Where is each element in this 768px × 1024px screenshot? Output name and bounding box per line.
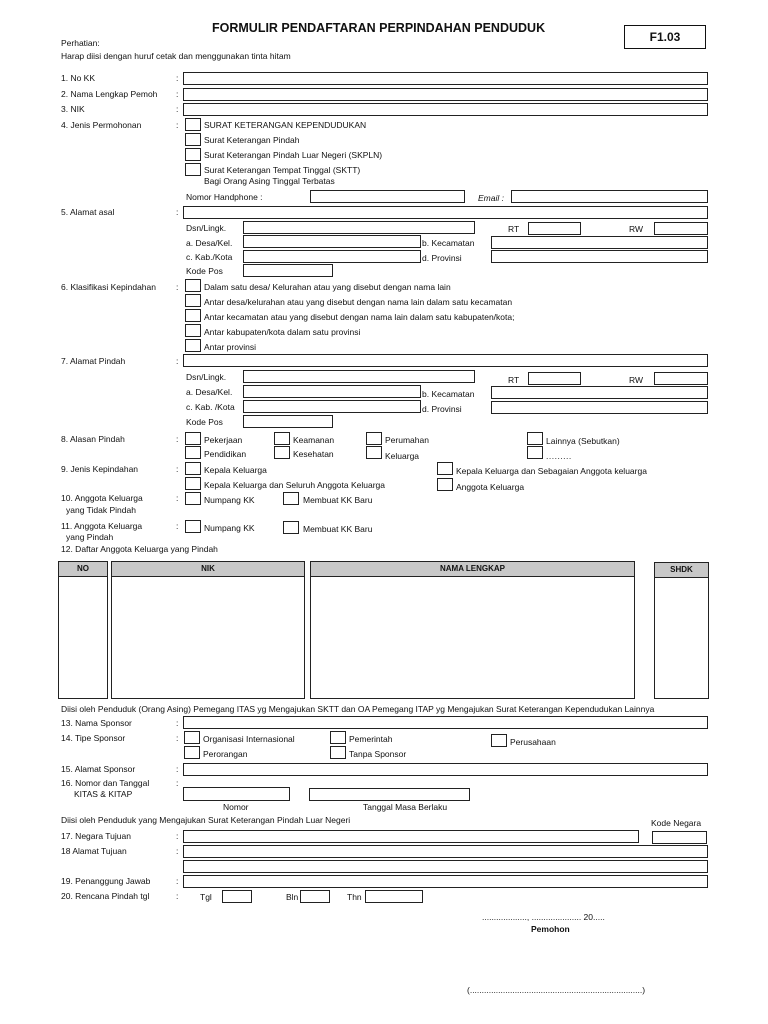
provinsi-pindah-input[interactable] <box>491 401 708 414</box>
opt-keamanan: Keamanan <box>293 435 335 445</box>
opt-tp-numpang: Numpang KK <box>204 495 255 505</box>
opt-keluarga: Keluarga <box>385 451 420 461</box>
label-desa: a. Desa/Kel. <box>186 238 233 248</box>
label-rt: RT <box>508 224 520 234</box>
opt-sktt-sub: Bagi Orang Asing Tinggal Terbatas <box>204 176 335 186</box>
colon: : <box>176 493 179 503</box>
table-col-no[interactable] <box>58 561 108 699</box>
checkbox-klas-5[interactable] <box>185 339 201 352</box>
checkbox-klas-2[interactable] <box>185 294 201 307</box>
thn-input[interactable] <box>365 890 423 903</box>
checkbox-klas-4[interactable] <box>185 324 201 337</box>
luar-negeri-intro: Diisi oleh Penduduk yang Mengajukan Surat Keterangan Pindah Luar Negeri <box>61 815 351 825</box>
form-title: FORMULIR PENDAFTARAN PERPINDAHAN PENDUDUK <box>212 21 546 35</box>
label-jenis-permohonan: 4. Jenis Permohonan <box>61 120 142 130</box>
table-header-nama: NAMA LENGKAP <box>311 562 634 577</box>
table-col-nik[interactable] <box>111 561 305 699</box>
checkbox-klas-1[interactable] <box>185 279 201 292</box>
label-thn: Thn <box>347 892 362 902</box>
opt-pekerjaan: Pekerjaan <box>204 435 243 445</box>
email-input[interactable] <box>511 190 708 203</box>
table-header-nik: NIK <box>112 562 304 577</box>
provinsi-input[interactable] <box>491 250 708 263</box>
colon: : <box>176 876 179 886</box>
opt-klas-2: Antar desa/kelurahan atau yang disebut dengan nama lain dalam satu kecamatan <box>204 297 513 307</box>
label-kitas-2: KITAS & KITAP <box>74 789 133 799</box>
label-tanggal: Tanggal Masa Berlaku <box>363 802 448 812</box>
desa-input[interactable] <box>243 235 421 248</box>
opt-perumahan: Perumahan <box>385 435 429 445</box>
colon: : <box>176 356 179 366</box>
label-nama: 2. Nama Lengkap Pemoh <box>61 89 158 99</box>
label-rt: RT <box>508 375 520 385</box>
opt-klas-3: Antar kecamatan atau yang disebut dengan nama lain dalam satu kabupaten/kota; <box>204 312 515 322</box>
opt-pemerintah: Pemerintah <box>349 734 393 744</box>
colon: : <box>176 764 179 774</box>
opt-tp-baru: Membuat KK Baru <box>303 495 373 505</box>
label-rw: RW <box>629 375 644 385</box>
checkbox-tp-baru[interactable] <box>283 492 299 505</box>
checkbox-tp-numpang[interactable] <box>185 492 201 505</box>
hp-input[interactable] <box>310 190 465 203</box>
colon: : <box>176 831 179 841</box>
label-alamat-tujuan: 18 Alamat Tujuan <box>61 846 127 856</box>
rt-pindah-input[interactable] <box>528 372 581 385</box>
colon: : <box>176 846 179 856</box>
label-anggota-pindah: 11. Anggota Keluarga <box>61 521 143 531</box>
kecamatan-input[interactable] <box>491 236 708 249</box>
label-nik: 3. NIK <box>61 104 85 114</box>
label-anggota-tidak-pindah: 10. Anggota Keluarga <box>61 493 143 503</box>
label-nama-sponsor: 13. Nama Sponsor <box>61 718 132 728</box>
label-email: Email : <box>478 193 504 203</box>
checkbox-skpln[interactable] <box>185 148 201 161</box>
opt-p-numpang: Numpang KK <box>204 523 255 533</box>
colon: : <box>176 891 179 901</box>
bln-input[interactable] <box>300 890 330 903</box>
label-kecamatan: b. Kecamatan <box>422 389 475 399</box>
alamat-pindah-input[interactable] <box>183 354 708 367</box>
opt-skp: Surat Keterangan Pindah <box>204 135 300 145</box>
checkbox-lainnya[interactable] <box>527 432 543 445</box>
rw-input[interactable] <box>654 222 708 235</box>
label-no-kk: 1. No KK <box>61 73 96 83</box>
checkbox-pemerintah[interactable] <box>330 731 346 744</box>
checkbox-keamanan[interactable] <box>274 432 290 445</box>
opt-perorangan: Perorangan <box>203 749 248 759</box>
label-kab: c. Kab./Kota <box>186 252 233 262</box>
label-kitas: 16. Nomor dan Tanggal <box>61 778 150 788</box>
label-kecamatan: b. Kecamatan <box>422 238 475 248</box>
kab-pindah-input[interactable] <box>243 400 421 413</box>
dsn-input[interactable] <box>243 221 475 234</box>
opt-kesehatan: Kesehatan <box>293 449 334 459</box>
negara-input[interactable] <box>183 830 639 843</box>
notice-label: Perhatian: <box>61 38 100 48</box>
tgl-input[interactable] <box>222 890 252 903</box>
label-dsn: Dsn/Lingk. <box>186 223 227 233</box>
colon: : <box>176 521 179 531</box>
opt-anggota: Anggota Keluarga <box>456 482 525 492</box>
nama-input[interactable] <box>183 88 708 101</box>
colon: : <box>176 120 179 130</box>
colon: : <box>176 778 179 788</box>
checkbox-p-numpang[interactable] <box>185 520 201 533</box>
label-kode-negara: Kode Negara <box>651 818 702 828</box>
checkbox-perusahaan[interactable] <box>491 734 507 747</box>
table-col-nama[interactable] <box>310 561 635 699</box>
label-alamat-pindah: 7. Alamat Pindah <box>61 356 126 366</box>
colon: : <box>176 464 179 474</box>
label-kab: c. Kab. /Kota <box>186 402 235 412</box>
label-tgl: Tgl <box>200 892 212 902</box>
checkbox-keluarga[interactable] <box>366 446 382 459</box>
colon: : <box>176 73 179 83</box>
rw-pindah-input[interactable] <box>654 372 708 385</box>
dsn-pindah-input[interactable] <box>243 370 475 383</box>
checkbox-p-baru[interactable] <box>283 521 299 534</box>
table-header-shdk: SHDK <box>655 563 708 578</box>
checkbox-kk-sebagian[interactable] <box>437 462 453 475</box>
opt-org: Organisasi Internasional <box>203 734 295 744</box>
opt-klas-5: Antar provinsi <box>204 342 256 352</box>
colon: : <box>176 89 179 99</box>
kecamatan-pindah-input[interactable] <box>491 386 708 399</box>
colon: : <box>176 718 179 728</box>
opt-sktt: Surat Keterangan Tempat Tinggal (SKTT) <box>204 165 361 175</box>
checkbox-pendidikan[interactable] <box>185 446 201 459</box>
form-code: F1.03 <box>624 25 706 49</box>
checkbox-sktt[interactable] <box>185 163 201 176</box>
kodepos-input[interactable] <box>243 264 333 277</box>
opt-lainnya: Lainnya (Sebutkan) <box>546 436 620 446</box>
label-anggota-pindah-2: yang Pindah <box>66 532 114 542</box>
checkbox-perorangan[interactable] <box>184 746 200 759</box>
label-alamat-sponsor: 15. Alamat Sponsor <box>61 764 136 774</box>
label-alamat-asal: 5. Alamat asal <box>61 207 115 217</box>
opt-skpln: Surat Keterangan Pindah Luar Negeri (SKPLN) <box>204 150 383 160</box>
rt-input[interactable] <box>528 222 581 235</box>
checkbox-anggota[interactable] <box>437 478 453 491</box>
label-provinsi: d. Provinsi <box>422 404 462 414</box>
opt-klas-4: Antar kabupaten/kota dalam satu provinsi <box>204 327 361 337</box>
kodepos-pindah-input[interactable] <box>243 415 333 428</box>
alamat-sponsor-input[interactable] <box>183 763 708 776</box>
checkbox-skp[interactable] <box>185 133 201 146</box>
nik-input[interactable] <box>183 103 708 116</box>
alamat-asal-input[interactable] <box>183 206 708 219</box>
signature-place-date: ..................., ..................... 20..... <box>482 912 605 922</box>
label-anggota-tidak-pindah-2: yang Tidak Pindah <box>66 505 136 515</box>
opt-kk-sebagian: Kepala Keluarga dan Sebagaian Anggota keluarga <box>456 466 647 476</box>
label-kodepos: Kode Pos <box>186 417 223 427</box>
checkbox-lainnya-detail[interactable] <box>527 446 543 459</box>
colon: : <box>176 104 179 114</box>
label-hp: Nomor Handphone : <box>186 192 263 202</box>
opt-skk: SURAT KETERANGAN KEPENDUDUKAN <box>204 120 367 130</box>
checkbox-kk[interactable] <box>185 462 201 475</box>
desa-pindah-input[interactable] <box>243 385 421 398</box>
label-penanggung: 19. Penanggung Jawab <box>61 876 151 886</box>
label-negara: 17. Negara Tujuan <box>61 831 131 841</box>
table-header-no: NO <box>59 562 107 577</box>
label-alasan: 8. Alasan Pindah <box>61 434 125 444</box>
label-kodepos: Kode Pos <box>186 266 223 276</box>
label-rw: RW <box>629 224 644 234</box>
colon: : <box>176 434 179 444</box>
label-rencana: 20. Rencana Pindah tgl <box>61 891 150 901</box>
nama-sponsor-input[interactable] <box>183 716 708 729</box>
label-tipe-sponsor: 14. Tipe Sponsor <box>61 733 126 743</box>
alamat-tujuan-input[interactable] <box>183 845 708 858</box>
colon: : <box>176 733 179 743</box>
checkbox-kesehatan[interactable] <box>274 446 290 459</box>
checkbox-org[interactable] <box>184 731 200 744</box>
label-provinsi: d. Provinsi <box>422 253 462 263</box>
opt-perusahaan: Perusahaan <box>510 737 556 747</box>
label-desa: a. Desa/Kel. <box>186 387 233 397</box>
opt-kk-seluruh: Kepala Keluarga dan Seluruh Anggota Keluarga <box>204 480 386 490</box>
no-kk-input[interactable] <box>183 72 708 85</box>
checkbox-klas-3[interactable] <box>185 309 201 322</box>
table-col-shdk[interactable] <box>654 562 709 699</box>
opt-pendidikan: Pendidikan <box>204 449 247 459</box>
checkbox-tanpa[interactable] <box>330 746 346 759</box>
label-klasifikasi: 6. Klasifikasi Kepindahan <box>61 282 156 292</box>
opt-klas-1: Dalam satu desa/ Kelurahan atau yang disebut dengan nama lain <box>204 282 451 292</box>
kitas-tanggal-input[interactable] <box>309 788 470 801</box>
checkbox-pekerjaan[interactable] <box>185 432 201 445</box>
checkbox-perumahan[interactable] <box>366 432 382 445</box>
sponsor-intro: Diisi oleh Penduduk (Orang Asing) Pemegang ITAS yg Mengajukan SKTT dan OA Pemegang ITAP yg Mengajukan Surat Keterangan Kependudukan Lainnya <box>61 704 655 714</box>
label-jenis-kepindahan: 9. Jenis Kepindahan <box>61 464 139 474</box>
kode-negara-input[interactable] <box>652 831 707 844</box>
checkbox-skk[interactable] <box>185 118 201 131</box>
signature-name-line[interactable]: (.........................................................................) <box>467 985 646 995</box>
colon: : <box>176 282 179 292</box>
kitas-nomor-input[interactable] <box>183 787 290 801</box>
signature-pemohon: Pemohon <box>531 924 570 934</box>
alamat-tujuan-input-2[interactable] <box>183 860 708 873</box>
notice-text: Harap diisi dengan huruf cetak dan menggunakan tinta hitam <box>61 51 291 61</box>
opt-kk: Kepala Keluarga <box>204 465 267 475</box>
penanggung-input[interactable] <box>183 875 708 888</box>
colon: : <box>176 207 179 217</box>
kab-input[interactable] <box>243 250 421 263</box>
label-nomor: Nomor <box>223 802 249 812</box>
checkbox-kk-seluruh[interactable] <box>185 477 201 490</box>
opt-p-baru: Membuat KK Baru <box>303 524 373 534</box>
label-bln: Bln <box>286 892 299 902</box>
label-daftar: 12. Daftar Anggota Keluarga yang Pindah <box>61 544 218 554</box>
label-dsn: Dsn/Lingk. <box>186 372 227 382</box>
opt-tanpa: Tanpa Sponsor <box>349 749 407 759</box>
lainnya-dots: ......... <box>546 451 572 461</box>
